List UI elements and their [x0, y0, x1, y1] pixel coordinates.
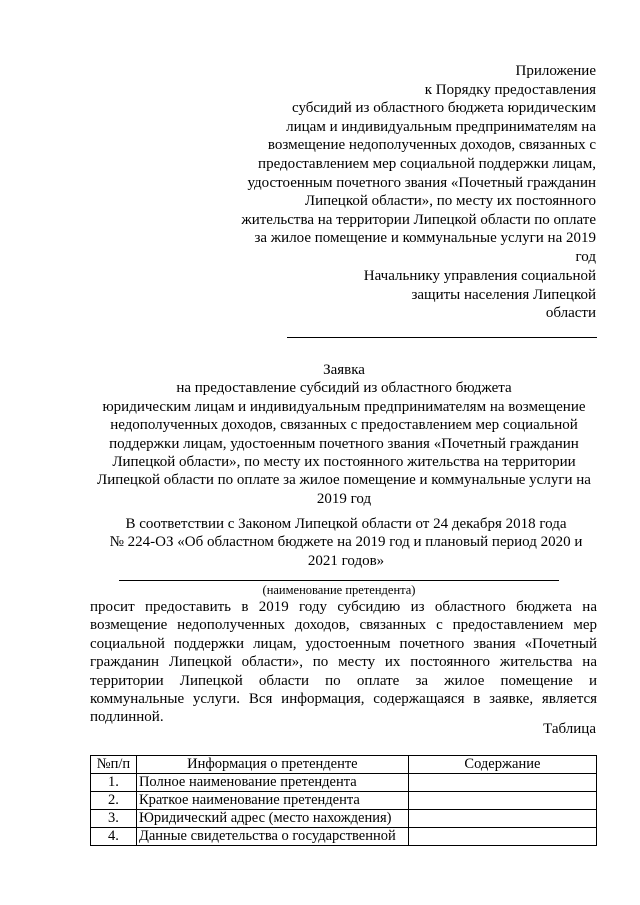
intro-paragraph [90, 515, 602, 570]
title-line: Липецкой области по оплате за жилое помещение и коммунальные услуги на [97, 472, 591, 489]
addressee-line: Начальнику управления социальной [363, 268, 596, 284]
appendix-header [216, 62, 596, 267]
addressee-line: области [545, 305, 596, 322]
title-line: Заявка [323, 362, 365, 378]
addressee-block [296, 267, 596, 323]
table-row [91, 810, 597, 828]
row-info: Данные свидетельства о государственной [136, 828, 408, 846]
row-number: 4. [91, 828, 137, 846]
header-content: Содержание [408, 756, 596, 774]
appendix-line: субсидий из областного бюджета юридическим [292, 100, 596, 117]
appendix-line: удостоенным почетного звания «Почетный гражданин [247, 174, 596, 191]
addressee-signature-line [287, 337, 597, 338]
title-line: Липецкой области», по месту их постоянного жительства на территории [112, 454, 576, 471]
table-header-row [91, 756, 597, 774]
row-info: Юридический адрес (место нахождения) [136, 810, 408, 828]
request-paragraph [90, 598, 597, 727]
row-number: 3. [91, 810, 137, 828]
title-line: поддержки лицам, удостоенным почетного звания «Почетный гражданин [109, 435, 579, 452]
row-number: 1. [91, 774, 137, 792]
appendix-line: жительства на территории Липецкой области по оплате [241, 211, 596, 228]
title-line: 2019 год [316, 490, 372, 507]
table-label: Таблица [543, 721, 596, 737]
request-line: территории Липецкой области по оплате за жилое помещение и [90, 672, 597, 689]
appendix-line: Приложение [515, 63, 596, 79]
appendix-line: Липецкой области», по месту их постоянного [304, 193, 596, 210]
appendix-line: за жилое помещение и коммунальные услуги на 2019 [254, 230, 596, 247]
table-row [91, 774, 597, 792]
appendix-line: лицам и индивидуальным предпринимателям на [286, 118, 596, 135]
title-line: на предоставление субсидий из областного бюджета [176, 380, 512, 397]
row-number: 2. [91, 792, 137, 810]
applicant-info-table [90, 755, 597, 846]
row-content-cell[interactable] [408, 828, 596, 846]
row-content-cell[interactable] [408, 792, 596, 810]
row-content-cell[interactable] [408, 810, 596, 828]
appendix-line: к Порядку предоставления [424, 81, 596, 98]
row-info: Полное наименование претендента [136, 774, 408, 792]
intro-line: № 224-ОЗ «Об областном бюджете на 2019 год и плановый период 2020 и [109, 534, 583, 551]
application-title [86, 361, 602, 508]
title-line: юридическим лицам и индивидуальным предпринимателям на возмещение [102, 398, 586, 415]
intro-line: 2021 годов» [307, 552, 385, 569]
request-line: возмещение недополученных доходов, связанных с предоставлением мер [90, 617, 597, 634]
header-number: №п/п [91, 756, 137, 774]
applicant-name-line [119, 580, 559, 581]
appendix-line: год [575, 248, 596, 265]
appendix-line: возмещение недополученных доходов, связанных с [267, 137, 596, 154]
intro-line: В соответствии с Законом Липецкой области от 24 декабря 2018 года [125, 516, 567, 532]
table-row [91, 792, 597, 810]
request-line: социальной поддержки лицам, удостоенным почетного звания «Почетный [90, 635, 597, 652]
row-content-cell[interactable] [408, 774, 596, 792]
applicant-name-caption: (наименование претендента) [262, 583, 416, 597]
header-info: Информация о претенденте [136, 756, 408, 774]
request-line: подлинной. [90, 709, 164, 726]
request-line: коммунальные услуги. Вся информация, содержащаяся в заявке, является [90, 691, 597, 708]
addressee-line: защиты населения Липецкой [411, 286, 596, 303]
table-row [91, 828, 597, 846]
title-line: недополученных доходов, связанных с предоставлением мер социальной [110, 417, 578, 434]
request-line: просит предоставить в 2019 году субсидию из областного бюджета на [90, 599, 597, 615]
row-info: Краткое наименование претендента [136, 792, 408, 810]
appendix-line: предоставлением мер социальной поддержки лицам, [258, 155, 596, 172]
request-line: гражданин Липецкой области», по месту их постоянного жительства на [90, 654, 597, 671]
